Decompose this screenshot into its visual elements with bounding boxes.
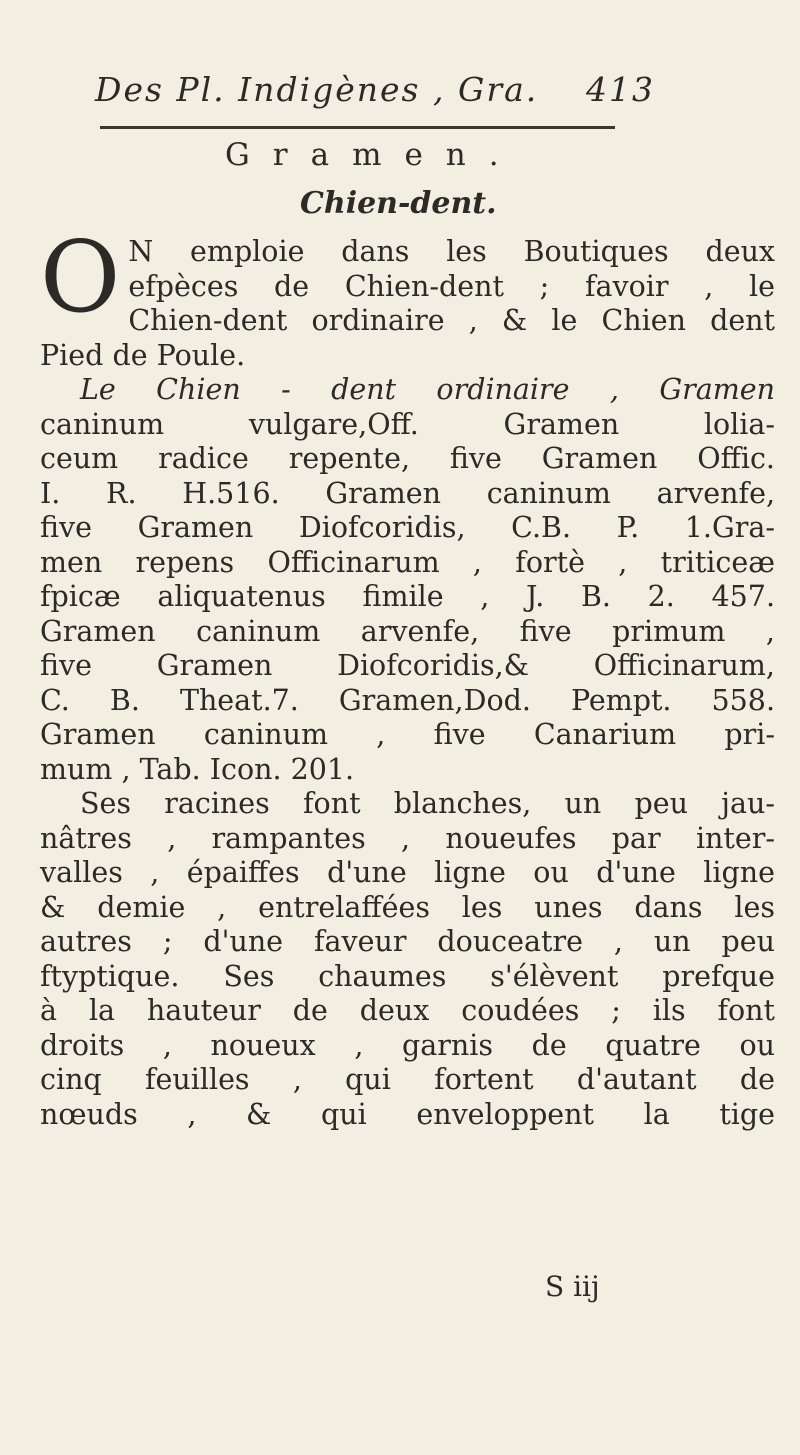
text-line: C. B. Theat.7. Gramen,Dod. Pempt. 558. (40, 683, 775, 717)
running-title: Des Pl. Indigènes , Gra. (95, 70, 539, 109)
text-line: five Gramen Diofcoridis,& Officinarum, (40, 649, 775, 682)
text-line: nâtres , rampantes , noueufes par inter- (40, 821, 775, 855)
text-line: autres ; d'une faveur douceatre , un peu (40, 925, 775, 958)
text-line: cinq feuilles , qui fortent d'autant de (40, 1063, 775, 1096)
text-line: Ses racines font blanches, un peu jau- (80, 787, 775, 820)
text-line: caninum vulgare,Off. Gramen lolia- (40, 407, 775, 441)
running-header (95, 70, 655, 109)
text-line: mum , Tab. Icon. 201. (40, 752, 355, 786)
text-line: men repens Officinarum , fortè , triticeæ (40, 545, 775, 579)
text-line: ftyptique. Ses chaumes s'élèvent prefque (40, 959, 775, 993)
page-number: 413 (586, 70, 655, 109)
text-line: ceum radice repente, five Gramen Offic. (40, 442, 775, 475)
header-rule (100, 126, 615, 129)
text-line: five Gramen Diofcoridis, C.B. P. 1.Gra- (40, 511, 775, 544)
subtitle: Chien-dent. (300, 186, 497, 221)
text-line: nœuds , & qui enveloppent la tige (40, 1097, 775, 1131)
text-line: fpicæ aliquatenus fimile , J. B. 2. 457. (40, 580, 775, 613)
paragraph-3 (40, 787, 775, 1132)
body-text (40, 221, 775, 1132)
text-line: Chien-dent ordinaire , & le Chien dent (128, 304, 775, 337)
paragraph-2 (40, 373, 775, 787)
text-line: Le Chien - dent ordinaire , Gramen (80, 373, 775, 406)
text-line: Gramen caninum arvenfe, five primum , (40, 614, 775, 648)
section-title: Gramen. (225, 137, 522, 173)
paragraph-1 (40, 221, 775, 373)
signature-mark: S iij (545, 1270, 600, 1303)
text-line: valles , épaiffes d'une ligne ou d'une ligne (40, 856, 775, 889)
text-line: à la hauteur de deux coudées ; ils font (40, 994, 775, 1027)
text-line: & demie , entrelaffées les unes dans les (40, 890, 775, 924)
text-line: Gramen caninum , five Canarium pri- (40, 718, 775, 751)
text-line: efpèces de Chien-dent ; favoir , le (128, 269, 775, 303)
text-line: N emploie dans les Boutiques deux (128, 235, 775, 268)
text-line: Pied de Poule. (40, 338, 246, 372)
drop-cap: O (40, 221, 121, 335)
text-line: droits , noueux , garnis de quatre ou (40, 1028, 775, 1062)
text-line: I. R. H.516. Gramen caninum arvenfe, (40, 476, 775, 510)
